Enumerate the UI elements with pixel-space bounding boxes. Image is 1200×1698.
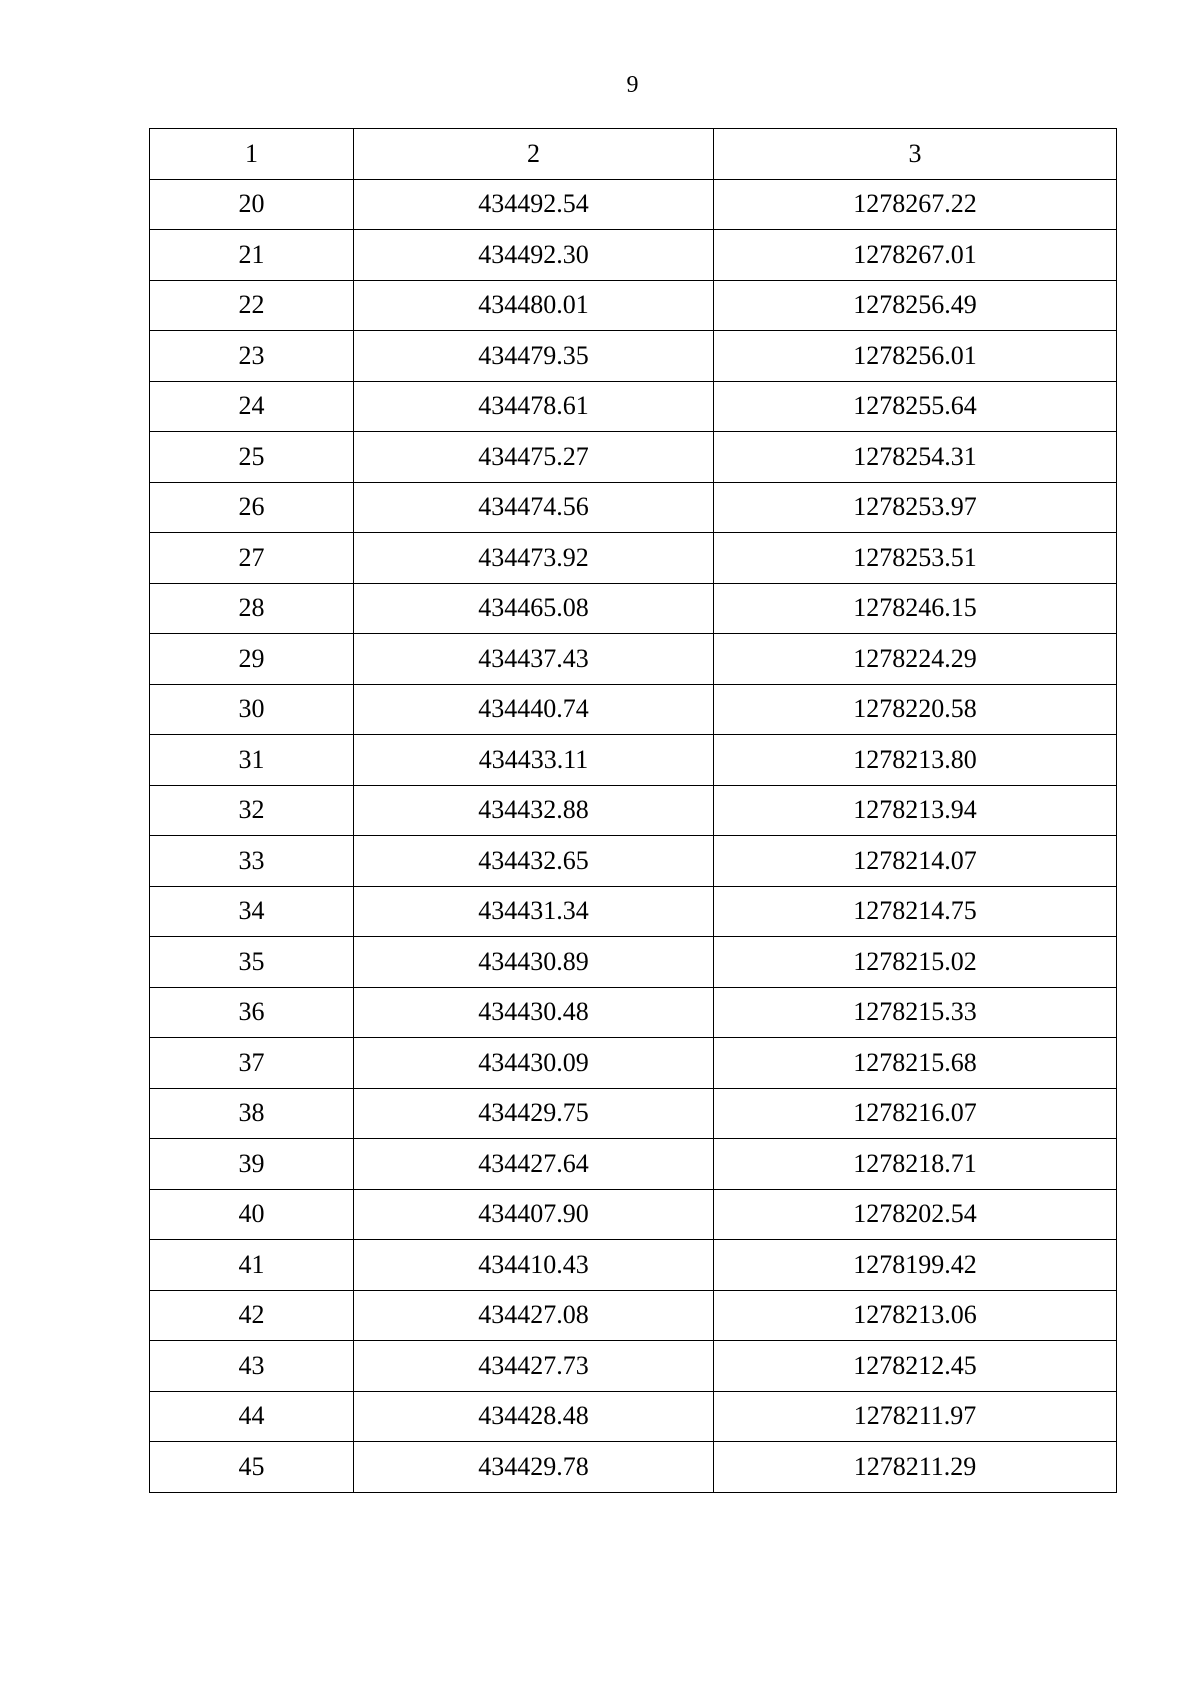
table-row: [150, 1341, 1117, 1392]
point-number-cell: 39: [150, 1139, 354, 1190]
table-row: [150, 331, 1117, 382]
y-coordinate-cell: 1278267.01: [714, 230, 1117, 281]
table-row: [150, 179, 1117, 230]
y-coordinate-cell: 1278218.71: [714, 1139, 1117, 1190]
x-coordinate-cell: 434479.35: [354, 331, 714, 382]
x-coordinate-cell: 434427.64: [354, 1139, 714, 1190]
point-number-cell: 36: [150, 987, 354, 1038]
x-coordinate-cell: 434428.48: [354, 1391, 714, 1442]
y-coordinate-cell: 1278199.42: [714, 1240, 1117, 1291]
table-body: [150, 129, 1117, 1493]
y-coordinate-cell: 1278215.68: [714, 1038, 1117, 1089]
point-number-cell: 32: [150, 785, 354, 836]
x-coordinate-cell: 434407.90: [354, 1189, 714, 1240]
y-coordinate-cell: 1278216.07: [714, 1088, 1117, 1139]
point-number-cell: 28: [150, 583, 354, 634]
coordinates-table: [149, 128, 1117, 1493]
page-number: 9: [626, 72, 639, 98]
point-number-cell: 29: [150, 634, 354, 685]
y-coordinate-cell: 1278256.01: [714, 331, 1117, 382]
y-coordinate-cell: 1278256.49: [714, 280, 1117, 331]
point-number-cell: 31: [150, 735, 354, 786]
point-number-cell: 35: [150, 937, 354, 988]
y-coordinate-cell: 1278254.31: [714, 432, 1117, 483]
y-coordinate-cell: 1278214.07: [714, 836, 1117, 887]
table-row: [150, 684, 1117, 735]
y-coordinate-cell: 1278224.29: [714, 634, 1117, 685]
x-coordinate-cell: 434430.09: [354, 1038, 714, 1089]
y-coordinate-cell: 1278215.02: [714, 937, 1117, 988]
point-number-cell: 20: [150, 179, 354, 230]
x-coordinate-cell: 434432.65: [354, 836, 714, 887]
table-row: [150, 482, 1117, 533]
x-coordinate-cell: 434492.54: [354, 179, 714, 230]
y-coordinate-cell: 1278213.94: [714, 785, 1117, 836]
point-number-cell: 26: [150, 482, 354, 533]
x-coordinate-cell: 434410.43: [354, 1240, 714, 1291]
x-coordinate-cell: 434433.11: [354, 735, 714, 786]
x-coordinate-cell: 434429.78: [354, 1442, 714, 1493]
y-coordinate-cell: 1278220.58: [714, 684, 1117, 735]
table-row: [150, 634, 1117, 685]
table-row: [150, 1240, 1117, 1291]
point-number-cell: 45: [150, 1442, 354, 1493]
y-coordinate-cell: 1278211.97: [714, 1391, 1117, 1442]
point-number-cell: 21: [150, 230, 354, 281]
point-number-cell: 25: [150, 432, 354, 483]
header-cell-point-number: 1: [150, 129, 354, 180]
y-coordinate-cell: 1278202.54: [714, 1189, 1117, 1240]
x-coordinate-cell: 434437.43: [354, 634, 714, 685]
x-coordinate-cell: 434480.01: [354, 280, 714, 331]
point-number-cell: 41: [150, 1240, 354, 1291]
y-coordinate-cell: 1278213.80: [714, 735, 1117, 786]
y-coordinate-cell: 1278215.33: [714, 987, 1117, 1038]
point-number-cell: 43: [150, 1341, 354, 1392]
y-coordinate-cell: 1278253.51: [714, 533, 1117, 584]
table-row: [150, 1189, 1117, 1240]
x-coordinate-cell: 434427.73: [354, 1341, 714, 1392]
y-coordinate-cell: 1278246.15: [714, 583, 1117, 634]
point-number-cell: 22: [150, 280, 354, 331]
table-row: [150, 1139, 1117, 1190]
header-cell-y-coordinate: 3: [714, 129, 1117, 180]
point-number-cell: 24: [150, 381, 354, 432]
x-coordinate-cell: 434473.92: [354, 533, 714, 584]
table-row: [150, 836, 1117, 887]
point-number-cell: 37: [150, 1038, 354, 1089]
point-number-cell: 27: [150, 533, 354, 584]
table-row: [150, 1290, 1117, 1341]
x-coordinate-cell: 434465.08: [354, 583, 714, 634]
y-coordinate-cell: 1278253.97: [714, 482, 1117, 533]
y-coordinate-cell: 1278214.75: [714, 886, 1117, 937]
y-coordinate-cell: 1278212.45: [714, 1341, 1117, 1392]
table-row: [150, 1038, 1117, 1089]
x-coordinate-cell: 434430.48: [354, 987, 714, 1038]
x-coordinate-cell: 434478.61: [354, 381, 714, 432]
x-coordinate-cell: 434427.08: [354, 1290, 714, 1341]
table-row: [150, 432, 1117, 483]
table-row: [150, 1391, 1117, 1442]
table-row: [150, 583, 1117, 634]
y-coordinate-cell: 1278211.29: [714, 1442, 1117, 1493]
table-row: [150, 1088, 1117, 1139]
x-coordinate-cell: 434440.74: [354, 684, 714, 735]
point-number-cell: 44: [150, 1391, 354, 1442]
table-row: [150, 1442, 1117, 1493]
table-row: [150, 230, 1117, 281]
table-row: [150, 886, 1117, 937]
table-row: [150, 785, 1117, 836]
x-coordinate-cell: 434474.56: [354, 482, 714, 533]
point-number-cell: 38: [150, 1088, 354, 1139]
point-number-cell: 40: [150, 1189, 354, 1240]
x-coordinate-cell: 434475.27: [354, 432, 714, 483]
point-number-cell: 30: [150, 684, 354, 735]
table-header-row: [150, 129, 1117, 180]
header-cell-x-coordinate: 2: [354, 129, 714, 180]
table-row: [150, 735, 1117, 786]
x-coordinate-cell: 434431.34: [354, 886, 714, 937]
y-coordinate-cell: 1278213.06: [714, 1290, 1117, 1341]
x-coordinate-cell: 434429.75: [354, 1088, 714, 1139]
point-number-cell: 23: [150, 331, 354, 382]
y-coordinate-cell: 1278267.22: [714, 179, 1117, 230]
table-row: [150, 533, 1117, 584]
x-coordinate-cell: 434432.88: [354, 785, 714, 836]
table-row: [150, 280, 1117, 331]
table-row: [150, 381, 1117, 432]
x-coordinate-cell: 434430.89: [354, 937, 714, 988]
y-coordinate-cell: 1278255.64: [714, 381, 1117, 432]
point-number-cell: 42: [150, 1290, 354, 1341]
point-number-cell: 33: [150, 836, 354, 887]
table-row: [150, 937, 1117, 988]
point-number-cell: 34: [150, 886, 354, 937]
x-coordinate-cell: 434492.30: [354, 230, 714, 281]
table-row: [150, 987, 1117, 1038]
